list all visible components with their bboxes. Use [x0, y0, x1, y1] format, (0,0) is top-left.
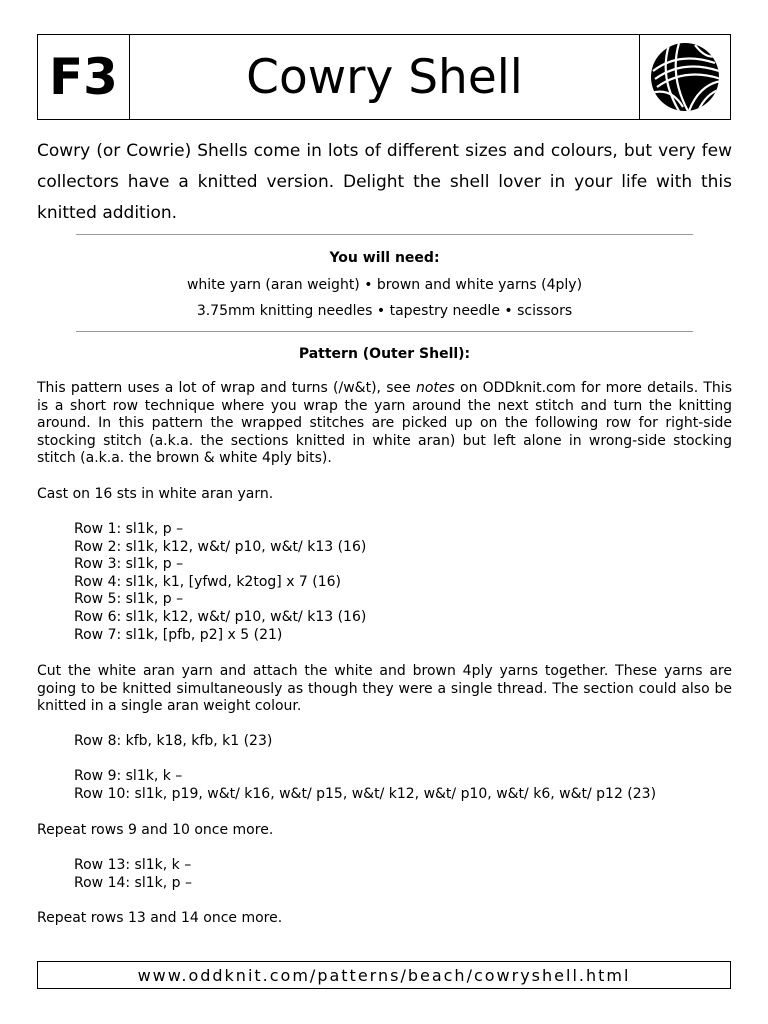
repeat-text: Repeat rows 13 and 14 once more. [37, 910, 283, 926]
materials-section [37, 249, 732, 320]
page-title: Cowry Shell [246, 49, 523, 105]
rows-13-14 [74, 857, 192, 892]
divider [76, 331, 693, 332]
pattern-row: Row 1: sl1k, p – [74, 521, 184, 537]
pattern-row: Row 5: sl1k, p – [74, 591, 184, 608]
materials-heading: You will need: [329, 250, 440, 266]
notes-text: notes [415, 380, 455, 396]
pattern-row: Row 10: sl1k, p19, w&t/ k16, w&t/ p15, w&t/ k12, w&t/ p10, w&t/ k6, w&t/ p12 (23) [74, 785, 657, 802]
pattern-intro-text: on ODDknit.com for more details. This is a short row technique where you wrap the yarn around the next stitch and turn the knitting around. In this pattern the wrapped stitches are picked up on the following row for right-side stocking stitch (a.k.a. the sections knitted in white aran) but left alone in wrong-side stocking stitch (a.k.a. the brown & white 4ply bits). [37, 380, 732, 467]
cast-on-text: Cast on 16 sts in white aran yarn. [37, 486, 274, 502]
pattern-row: Row 7: sl1k, [pfb, p2] x 5 (21) [74, 626, 283, 643]
row-8 [74, 733, 272, 751]
rows-9-10 [74, 768, 656, 803]
intro-paragraph: Cowry (or Cowrie) Shells come in lots of different sizes and colours, but very few collectors have a knitted version. Delight the shell lover in your life with this knitted addition. [37, 141, 732, 223]
pattern-row: Row 6: sl1k, k12, w&t/ p10, w&t/ k13 (16) [74, 608, 367, 625]
logo-cell [639, 35, 730, 119]
pattern-row: Row 8: kfb, k18, kfb, k1 (23) [74, 733, 273, 749]
cut-yarn-text: Cut the white aran yarn and attach the white and brown 4ply yarns together. These yarns are going to be knitted simultaneously as though they were a single thread. The section could also be knitted in a single aran weight colour. [37, 663, 732, 715]
header-box [37, 34, 731, 120]
rows-1-7 [74, 521, 366, 644]
repeat-text: Repeat rows 9 and 10 once more. [37, 822, 274, 838]
pattern-row: Row 9: sl1k, k – [74, 768, 183, 784]
pattern-heading: Pattern (Outer Shell): [298, 346, 471, 362]
yarn-ball-icon [649, 41, 721, 113]
footer-url: www.oddknit.com/patterns/beach/cowryshell.html [37, 961, 731, 989]
pattern-row: Row 2: sl1k, k12, w&t/ p10, w&t/ k13 (16) [74, 538, 367, 555]
pattern-row: Row 14: sl1k, p – [74, 874, 192, 891]
pattern-intro-text: This pattern uses a lot of wrap and turns (/w&t), see [37, 380, 416, 396]
pattern-intro [37, 380, 732, 468]
divider [76, 234, 693, 235]
materials-line-1: white yarn (aran weight) • brown and white yarns (4ply) [186, 277, 583, 293]
pattern-code: F3 [38, 35, 130, 119]
pattern-row: Row 4: sl1k, k1, [yfwd, k2tog] x 7 (16) [74, 573, 342, 590]
materials-line-2: 3.75mm knitting needles • tapestry needle • scissors [196, 303, 573, 319]
pattern-row: Row 13: sl1k, k – [74, 857, 192, 873]
pattern-row: Row 3: sl1k, p – [74, 556, 184, 573]
